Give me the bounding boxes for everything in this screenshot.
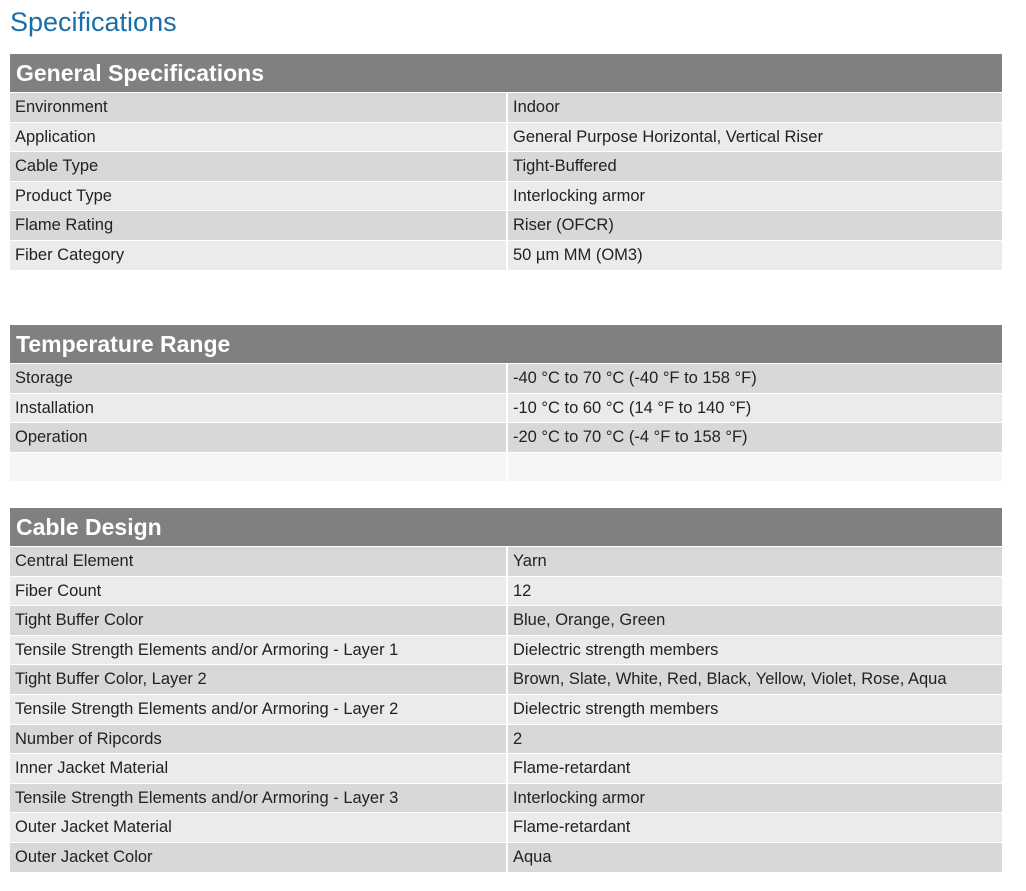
table-row bbox=[10, 842, 1002, 872]
section-title: General Specifications bbox=[10, 54, 1002, 92]
row-label: Central Element bbox=[10, 547, 506, 576]
section-general-specifications bbox=[10, 54, 1002, 270]
row-value: Interlocking armor bbox=[508, 784, 1002, 813]
row-label: Product Type bbox=[10, 182, 506, 211]
row-label: Fiber Count bbox=[10, 577, 506, 606]
row-value: 50 µm MM (OM3) bbox=[508, 241, 1002, 270]
table-row bbox=[10, 605, 1002, 635]
table-row bbox=[10, 151, 1002, 181]
section-temperature-range bbox=[10, 325, 1002, 481]
row-value: Indoor bbox=[508, 93, 1002, 122]
row-label: Tight Buffer Color, Layer 2 bbox=[10, 665, 506, 694]
row-value: Dielectric strength members bbox=[508, 636, 1002, 665]
table-row bbox=[10, 240, 1002, 270]
row-label: Tensile Strength Elements and/or Armoring - Layer 1 bbox=[10, 636, 506, 665]
row-value: -20 °C to 70 °C (-4 °F to 158 °F) bbox=[508, 423, 1002, 452]
spec-table bbox=[10, 363, 1002, 481]
row-label: Installation bbox=[10, 394, 506, 423]
row-value: General Purpose Horizontal, Vertical Riser bbox=[508, 123, 1002, 152]
row-value: Blue, Orange, Green bbox=[508, 606, 1002, 635]
row-label: Tensile Strength Elements and/or Armoring - Layer 3 bbox=[10, 784, 506, 813]
table-row bbox=[10, 122, 1002, 152]
row-label: Outer Jacket Material bbox=[10, 813, 506, 842]
row-label-empty bbox=[10, 453, 506, 482]
row-value-empty bbox=[508, 453, 1002, 482]
row-label: Cable Type bbox=[10, 152, 506, 181]
section-title: Temperature Range bbox=[10, 325, 1002, 363]
table-row bbox=[10, 724, 1002, 754]
table-row bbox=[10, 694, 1002, 724]
row-value: -10 °C to 60 °C (14 °F to 140 °F) bbox=[508, 394, 1002, 423]
row-value: Flame-retardant bbox=[508, 813, 1002, 842]
table-row bbox=[10, 422, 1002, 452]
row-label: Storage bbox=[10, 364, 506, 393]
row-value: Brown, Slate, White, Red, Black, Yellow, Violet, Rose, Aqua bbox=[508, 665, 1002, 694]
table-row bbox=[10, 363, 1002, 393]
row-label: Number of Ripcords bbox=[10, 725, 506, 754]
table-row bbox=[10, 812, 1002, 842]
table-row bbox=[10, 210, 1002, 240]
section-title: Cable Design bbox=[10, 508, 1002, 546]
table-row bbox=[10, 576, 1002, 606]
table-row bbox=[10, 753, 1002, 783]
row-label: Tensile Strength Elements and/or Armoring - Layer 2 bbox=[10, 695, 506, 724]
row-label: Operation bbox=[10, 423, 506, 452]
page-title: Specifications bbox=[10, 7, 177, 37]
row-label: Environment bbox=[10, 93, 506, 122]
row-value: 12 bbox=[508, 577, 1002, 606]
row-value: 2 bbox=[508, 725, 1002, 754]
row-value: Interlocking armor bbox=[508, 182, 1002, 211]
row-label: Fiber Category bbox=[10, 241, 506, 270]
table-row bbox=[10, 181, 1002, 211]
spec-table bbox=[10, 546, 1002, 872]
row-value: -40 °C to 70 °C (-40 °F to 158 °F) bbox=[508, 364, 1002, 393]
row-label: Inner Jacket Material bbox=[10, 754, 506, 783]
table-row bbox=[10, 546, 1002, 576]
table-row bbox=[10, 664, 1002, 694]
row-label: Outer Jacket Color bbox=[10, 843, 506, 872]
row-label: Tight Buffer Color bbox=[10, 606, 506, 635]
table-row bbox=[10, 635, 1002, 665]
spec-table bbox=[10, 92, 1002, 270]
row-label: Application bbox=[10, 123, 506, 152]
row-value: Dielectric strength members bbox=[508, 695, 1002, 724]
table-row-empty bbox=[10, 452, 1002, 482]
section-cable-design bbox=[10, 508, 1002, 872]
row-label: Flame Rating bbox=[10, 211, 506, 240]
table-row bbox=[10, 92, 1002, 122]
table-row bbox=[10, 783, 1002, 813]
row-value: Aqua bbox=[508, 843, 1002, 872]
row-value: Riser (OFCR) bbox=[508, 211, 1002, 240]
row-value: Flame-retardant bbox=[508, 754, 1002, 783]
row-value: Tight-Buffered bbox=[508, 152, 1002, 181]
row-value: Yarn bbox=[508, 547, 1002, 576]
table-row bbox=[10, 393, 1002, 423]
